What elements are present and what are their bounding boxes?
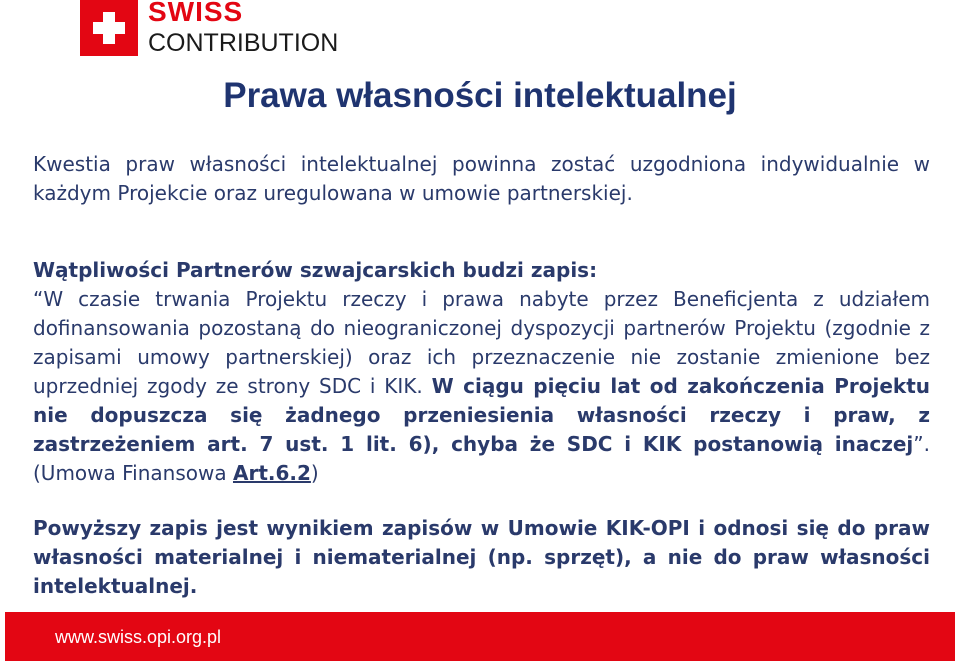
closing-paren: ) xyxy=(310,461,319,485)
quote-bold-text: W ciągu pięciu lat od zakończenia Projektu nie dopuszcza się żadnego przeniesienia własności rzeczy i praw, z zastrzeżeniem art. 7 ust. 1 lit. 6), chyba że SDC i KIK postanowią inaczej xyxy=(33,374,930,456)
logo-text xyxy=(148,0,338,56)
article-reference-link[interactable]: Art.6.2 xyxy=(232,461,311,485)
footer-website-link[interactable]: www.swiss.opi.org.pl xyxy=(55,627,222,647)
quote-paragraph xyxy=(33,285,930,488)
footer-bar xyxy=(5,612,955,661)
concerns-heading: Wątpliwości Partnerów szwajcarskich budzi zapis: xyxy=(33,258,598,282)
swiss-contribution-logo xyxy=(80,0,338,58)
quote-source-text: ”. (Umowa Finansowa xyxy=(33,432,930,485)
logo-swiss-text: SWISS xyxy=(148,0,244,27)
content-body xyxy=(33,150,930,601)
quote-plain-text: “W czasie trwania Projektu rzeczy i prawa nabyte przez Beneficjenta z udziałem dofinansowania pozostaną do nieograniczonej dyspozycji partnerów Projektu (zgodnie z zapisami umowy partnerskiej) oraz ich przeznaczenie nie zostanie zmienione bez uprzedniej zgody ze strony SDC i KIK. xyxy=(33,287,930,398)
summary-paragraph: Powyższy zapis jest wynikiem zapisów w Umowie KIK-OPI i odnosi się do praw własności materialnej i niematerialnej (np. sprzęt), a nie do praw własności intelektualnej. xyxy=(33,516,930,598)
page-title: Prawa własności intelektualnej xyxy=(223,76,737,115)
logo-contribution-text: CONTRIBUTION xyxy=(148,29,339,57)
swiss-cross-icon xyxy=(80,0,138,56)
intro-paragraph: Kwestia praw własności intelektualnej powinna zostać uzgodniona indywidualnie w każdym Projekcie oraz uregulowana w umowie partnerskiej. xyxy=(33,152,930,205)
